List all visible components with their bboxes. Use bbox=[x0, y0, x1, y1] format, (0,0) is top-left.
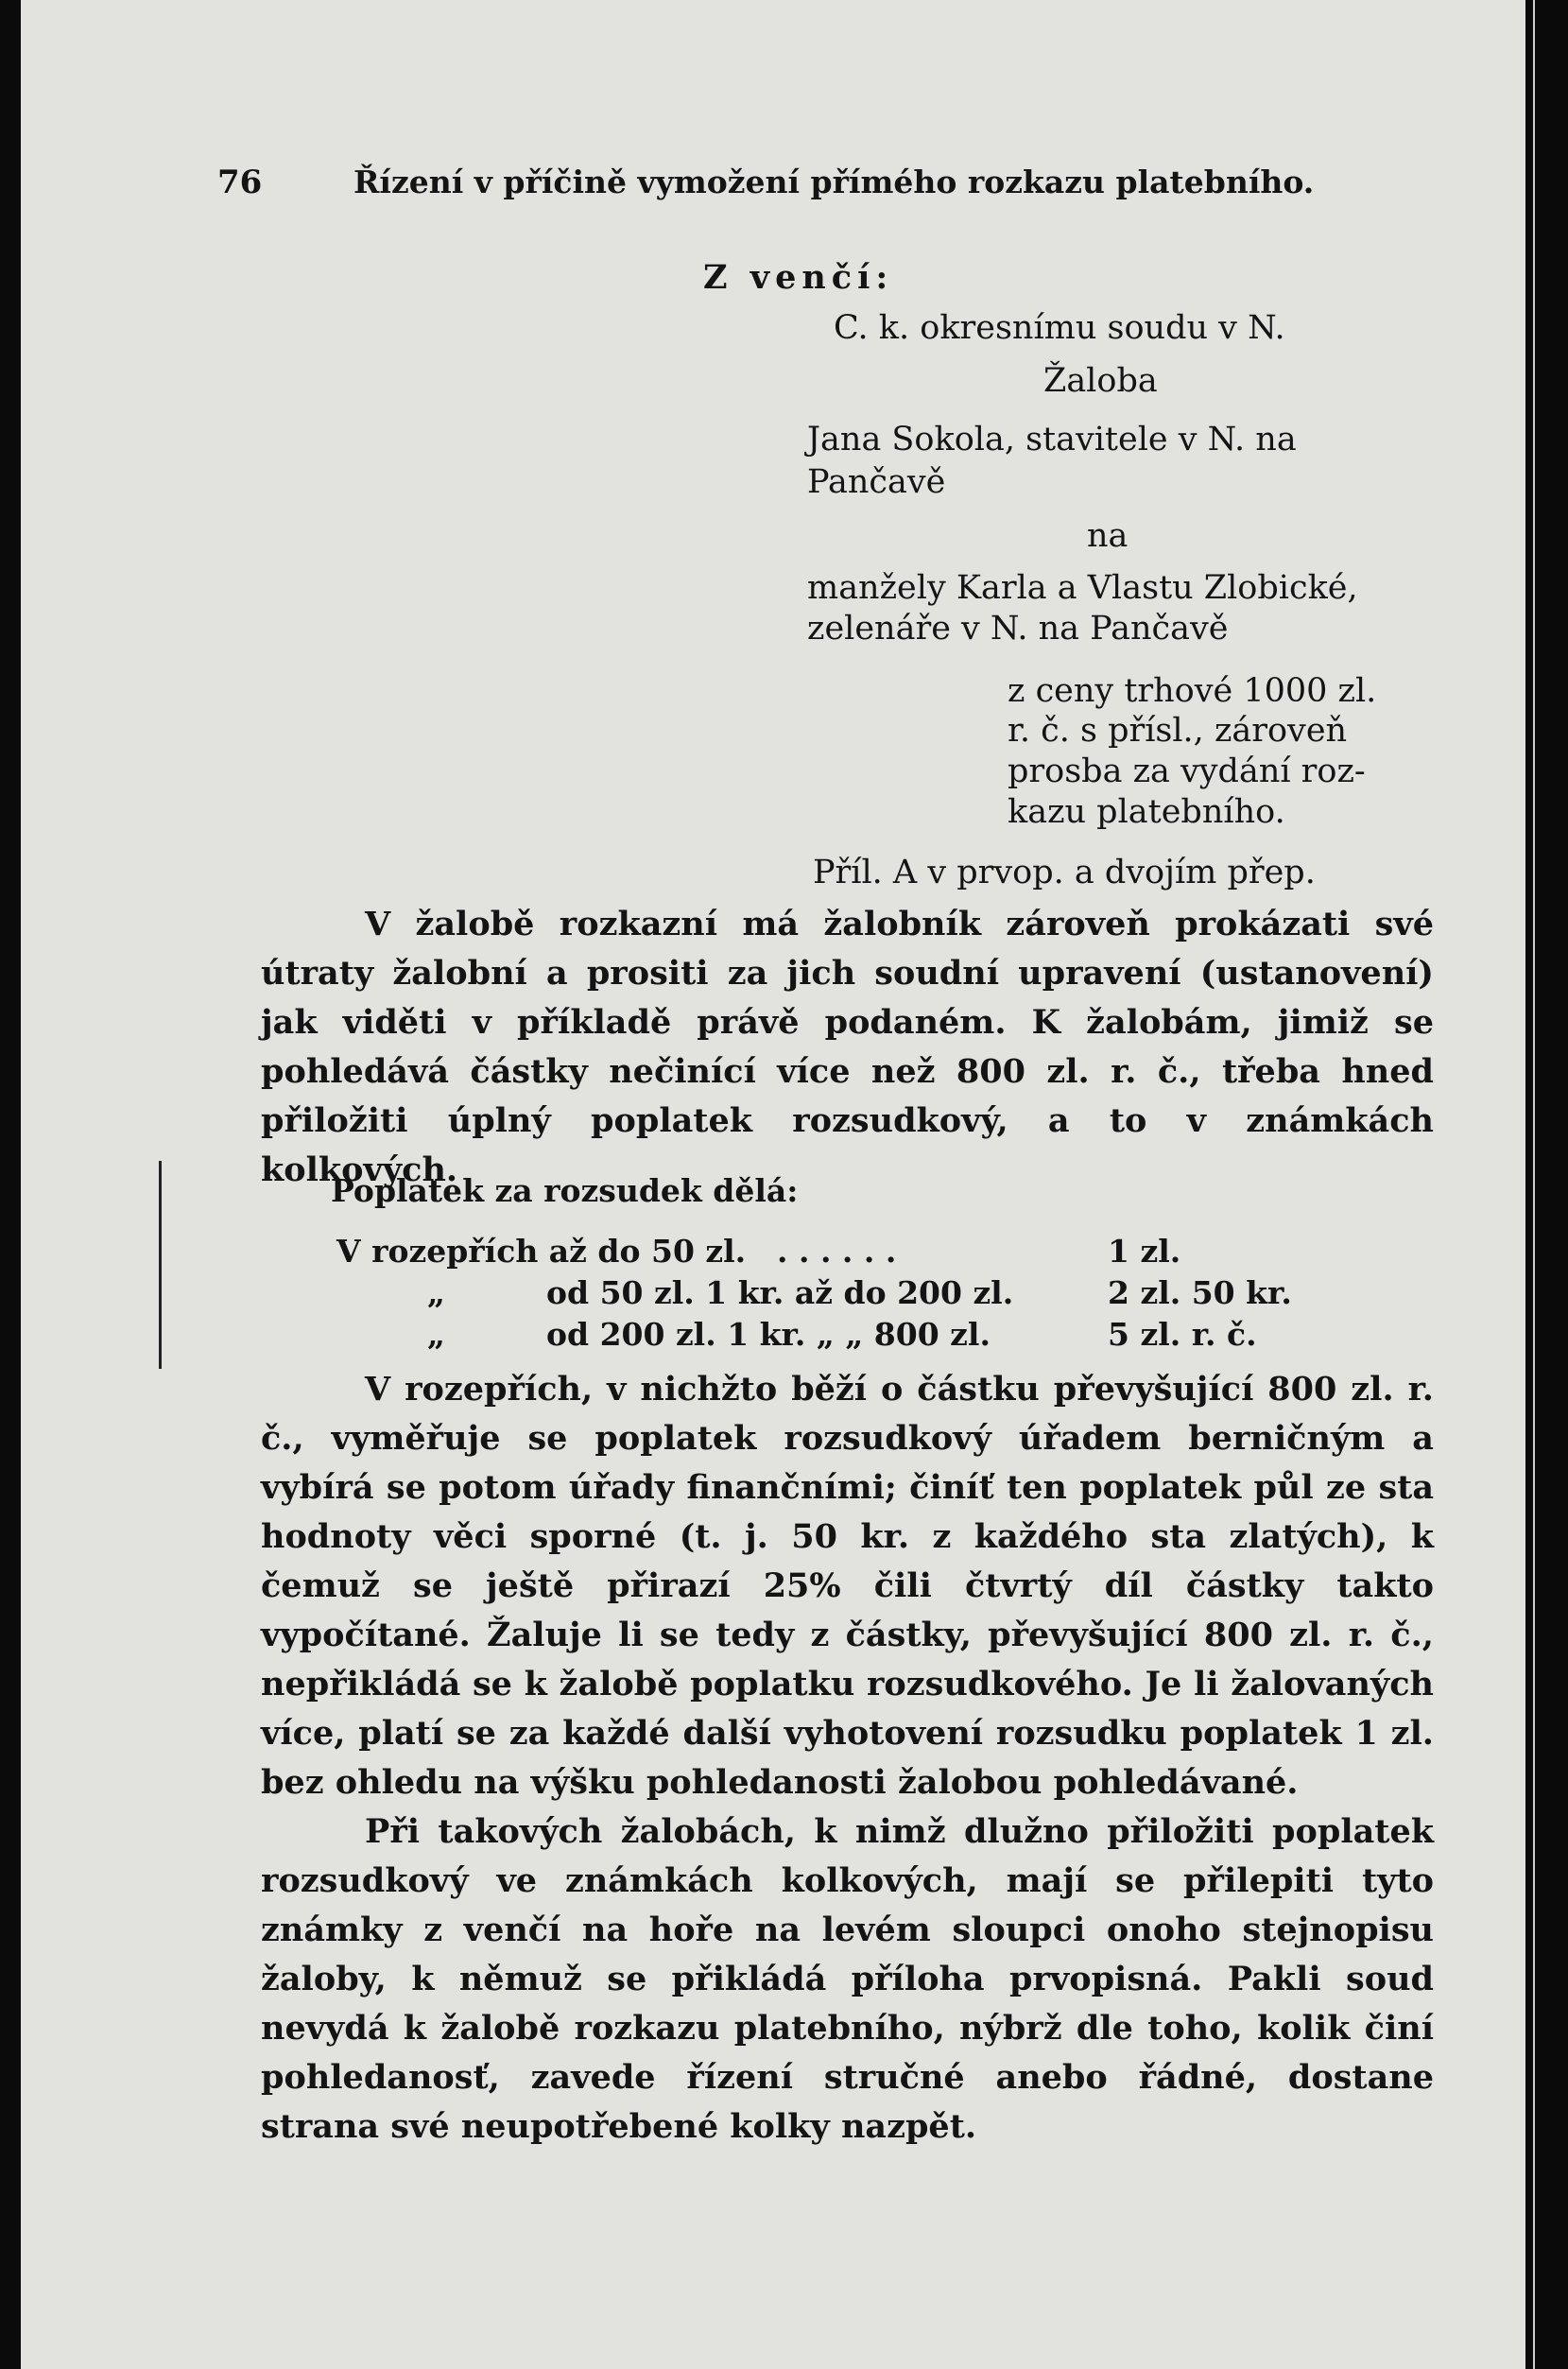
paragraph-3 bbox=[261, 1807, 1434, 2152]
form-attachment: Příl. A v prvop. a dvojím přep. bbox=[813, 854, 1316, 891]
fee-row-1-dots: . . . . . . bbox=[777, 1233, 897, 1270]
fee-row-3-ditto: „ bbox=[427, 1316, 445, 1353]
paragraph-1 bbox=[261, 900, 1434, 1195]
form-heading: Z venčí: bbox=[703, 258, 894, 297]
fee-row-2-ditto: „ bbox=[427, 1274, 445, 1311]
form-defendants-line2: zelenáře v N. na Pančavě bbox=[807, 610, 1229, 648]
form-court: C. k. okresnímu soudu v N. bbox=[834, 309, 1285, 347]
margin-line bbox=[159, 1161, 162, 1369]
paragraph-1-text: V žalobě rozkazní má žalobník zároveň prokázati své útraty žalobní a prositi za jich soudní upravení (ustanovení) jak viděti v příkladě právě podaném. K žalobám, jimiž se pohledává částky nečinící více než 800 zl. r. č., třeba hned přiložiti úplný poplatek rozsudkový, a to v známkách kolkových. bbox=[261, 905, 1434, 1189]
form-claim-line2: r. č. s přísl., zároveň bbox=[1008, 712, 1348, 750]
scan-dark-edge bbox=[1525, 0, 1568, 2369]
form-na: na bbox=[1087, 517, 1129, 555]
running-title: Řízení v příčině vymožení přímého rozkazu platebního. bbox=[353, 164, 1315, 200]
book-page bbox=[21, 0, 1525, 2369]
form-plaintiff-line1: Jana Sokola, stavitele v N. na bbox=[807, 421, 1297, 458]
fee-row-2-amount: 2 zl. 50 kr. bbox=[1108, 1274, 1292, 1311]
paragraph-2 bbox=[261, 1365, 1434, 1807]
fee-row-3-range: od 200 zl. 1 kr. „ „ 800 zl. bbox=[546, 1316, 991, 1353]
form-claim-line1: z ceny trhové 1000 zl. bbox=[1008, 672, 1377, 710]
paragraph-3-text: Při takových žalobách, k nimž dlužno přiložiti poplatek rozsudkový ve známkách kolkových, mají se přilepiti tyto známky z venčí na hoře na levém sloupci onoho stejnopisu žaloby, k němuž se přikládá příloha prvopisná. Pakli soud nevydá k žalobě rozkazu platebního, nýbrž dle toho, kolik činí pohledanosť, zavede řízení stručné anebo řádné, dostane strana své neupotřebené kolky nazpět. bbox=[261, 1812, 1434, 2146]
form-zaloba: Žaloba bbox=[1043, 362, 1158, 400]
page-number: 76 bbox=[217, 164, 263, 201]
fee-row-1-range: V rozepřích až do 50 zl. bbox=[336, 1233, 747, 1270]
paragraph-2-text: V rozepřích, v nichžto běží o částku převyšující 800 zl. r. č., vyměřuje se poplatek rozsudkový úřadem berničným a vybírá se potom úřady finančními; činíť ten poplatek půl ze sta hodnoty věci sporné (t. j. 50 kr. z každého sta zlatých), k čemuž se ještě přirazí 25% čili čtvrtý díl částky takto vypočítané. Žaluje li se tedy z částky, převyšující 800 zl. r. č., nepřikládá se k žalobě poplatku rozsudkového. Je li žalovaných více, platí se za každé další vyhotovení rozsudku poplatek 1 zl. bez ohledu na výšku pohledanosti žalobou pohledávané. bbox=[261, 1370, 1434, 1802]
scan-edge-line bbox=[1533, 0, 1535, 2369]
form-claim-line4: kazu platebního. bbox=[1008, 793, 1285, 831]
form-claim-line3: prosba za vydání roz- bbox=[1008, 752, 1366, 790]
form-plaintiff-line2: Pančavě bbox=[807, 463, 946, 501]
fee-row-3-amount: 5 zl. r. č. bbox=[1108, 1316, 1257, 1353]
fee-row-2-range: od 50 zl. 1 kr. až do 200 zl. bbox=[546, 1274, 1014, 1311]
fee-row-1-amount: 1 zl. bbox=[1108, 1233, 1181, 1270]
form-defendants-line1: manžely Karla a Vlastu Zlobické, bbox=[807, 569, 1358, 607]
fees-title: Poplatek za rozsudek dělá: bbox=[331, 1172, 799, 1209]
